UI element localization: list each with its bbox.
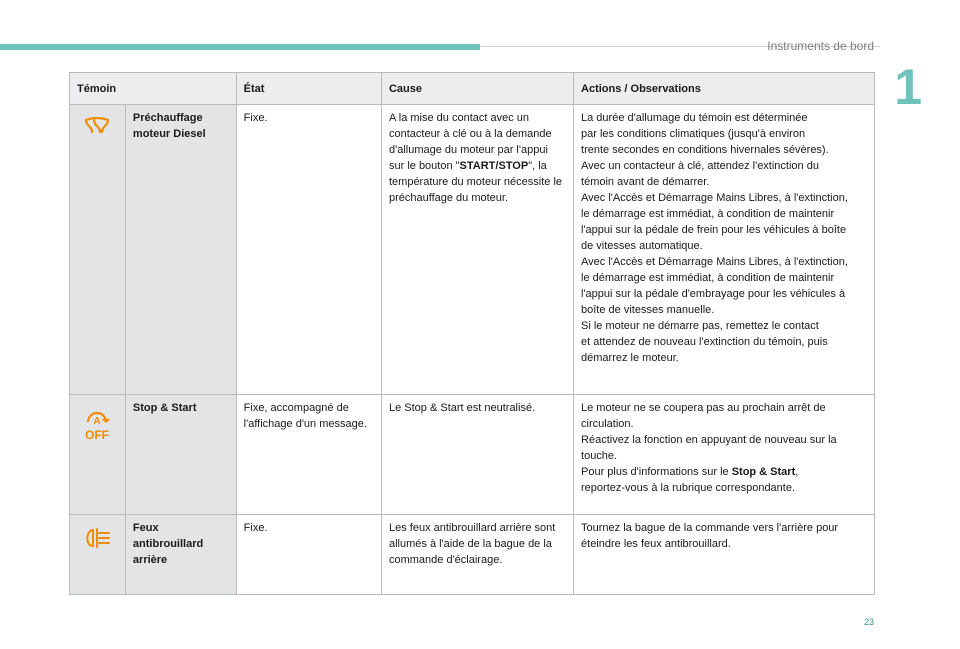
light-name: Stop & Start — [125, 395, 236, 515]
light-state: Fixe, accompagné de l'affichage d'un message. — [236, 395, 381, 515]
icon-cell — [70, 395, 126, 515]
svg-text:OFF: OFF — [85, 428, 110, 441]
stop-start-off-icon — [77, 407, 118, 441]
light-state: Fixe. — [236, 105, 381, 395]
table-row — [70, 105, 875, 395]
header-accent-bar — [0, 44, 480, 50]
warning-lights-table — [69, 72, 875, 595]
rear-fog-lamp-icon — [77, 527, 118, 549]
page-number: 23 — [863, 617, 874, 627]
table-row — [70, 515, 875, 595]
light-state: Fixe. — [236, 515, 381, 595]
light-cause: Le Stop & Start est neutralisé. — [381, 395, 573, 515]
light-name: Feux antibrouillard arrière — [125, 515, 236, 595]
light-actions: La durée d'allumage du témoin est déterminée par les conditions climatiques (jusqu'à environ trente secondes en conditions hivernales sévères). Avec un contacteur à clé, attendez l'extinction du témoin avant de démarrer. Avec l'Accès et Démarrage Mains Libres, à l'extinction, le démarrage est immédiat, à condition de maintenir l'appui sur la pédale de frein pour les véhicules à boîte de vitesses automatique. Avec l'Accès et Démarrage Mains Libres, à l'extinction, le démarrage est immédiat, à condition de maintenir l'appui sur la pédale d'embrayage pour les véhicules à boîte de vitesses manuelle. Si le moteur ne démarre pas, remettez le contact et attendez de nouveau l'extinction du témoin, puis démarrez le moteur. — [574, 105, 875, 395]
col-header-cause: Cause — [381, 73, 573, 105]
light-actions: Le moteur ne se coupera pas au prochain arrêt de circulation. Réactivez la fonction en appuyant de nouveau sur la touche. Pour plus d'informations sur le Stop & Start, reportez-vous à la rubrique correspondante. — [574, 395, 875, 515]
light-actions: Tournez la bague de la commande vers l'arrière pour éteindre les feux antibrouillard. — [574, 515, 875, 595]
icon-cell — [70, 515, 126, 595]
light-cause: Les feux antibrouillard arrière sont allumés à l'aide de la bague de la commande d'éclairage. — [381, 515, 573, 595]
col-header-etat: État — [236, 73, 381, 105]
section-title: Instruments de bord — [767, 39, 874, 53]
light-cause: A la mise du contact avec un contacteur à clé ou à la demande d'allumage du moteur par l'appui sur le bouton "START/STOP", la température du moteur nécessite le préchauffage du moteur. — [381, 105, 573, 395]
preheating-coil-icon — [77, 117, 118, 135]
table-header-row — [70, 73, 875, 105]
svg-text:A: A — [93, 416, 102, 427]
chapter-number: 1 — [894, 59, 922, 115]
table-row — [70, 395, 875, 515]
col-header-temoin: Témoin — [70, 73, 237, 105]
icon-cell — [70, 105, 126, 395]
light-name: Préchauffage moteur Diesel — [125, 105, 236, 395]
col-header-actions: Actions / Observations — [574, 73, 875, 105]
